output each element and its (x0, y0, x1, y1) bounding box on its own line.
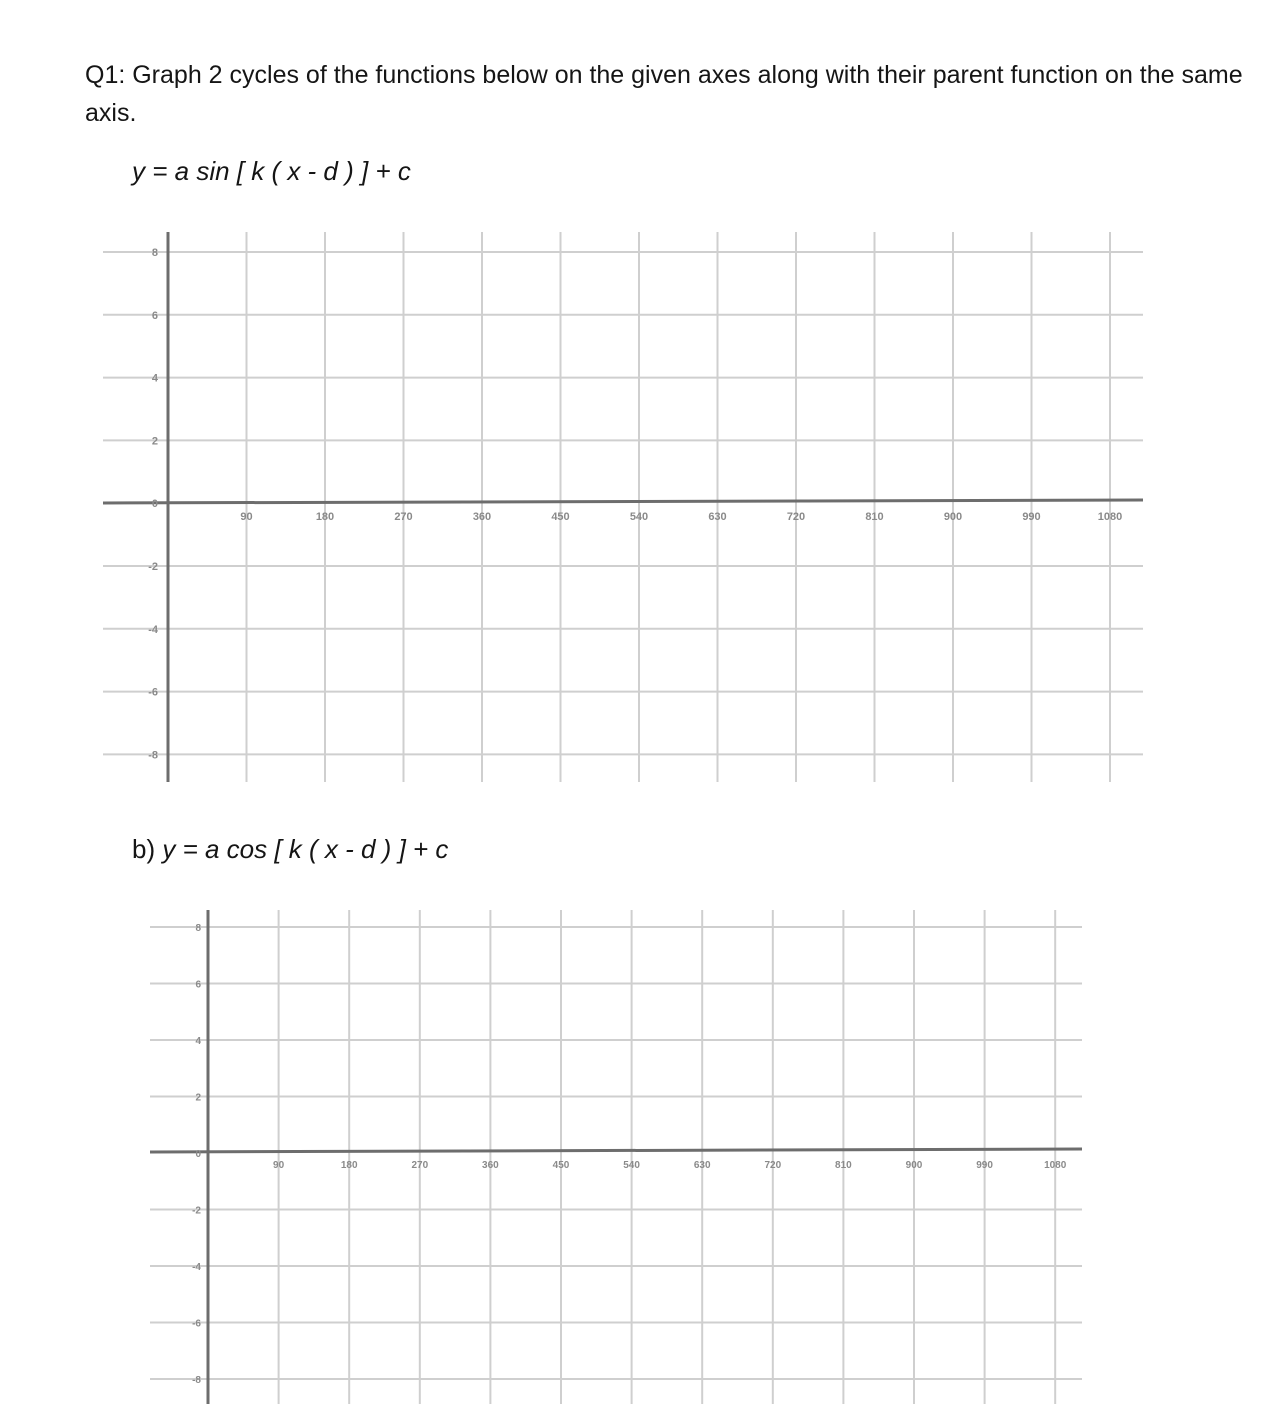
graph-a-x-tick-label: 450 (551, 511, 570, 523)
graph-b-y-tick-label: 2 (195, 1092, 201, 1104)
graph-a-x-tick-label: 990 (1022, 511, 1041, 523)
graph-a-y-tick-label: 4 (151, 372, 158, 385)
graph-b-x-tick-label: 540 (623, 1160, 640, 1171)
graph-b-x-tick-label: 810 (835, 1160, 852, 1171)
graph-b-y-tick-label: -2 (192, 1205, 201, 1217)
graph-b-x-tick-label: 270 (411, 1160, 429, 1171)
graph-a-x-tick-label: 270 (394, 511, 413, 523)
graph-a-y-tick-label: -6 (148, 686, 158, 699)
graph-b-x-axis (150, 1149, 1082, 1152)
graph-a-x-tick-label: 90 (240, 511, 253, 523)
graph-a-x-tick-label: 180 (315, 511, 335, 523)
graph-a-x-tick-label: 540 (629, 511, 649, 523)
graph-b-x-tick-label: 450 (552, 1160, 570, 1171)
graph-a-y-tick-label: 2 (151, 435, 158, 448)
graph-a-x-tick-label: 630 (708, 511, 727, 523)
graph-a-x-tick-label: 360 (472, 511, 492, 523)
formula-b-expression: y = a cos [ k ( x - d ) ] + c (162, 834, 449, 864)
question-text: Q1: Graph 2 cycles of the functions below on the given axes along with their parent function on the same axis. (85, 61, 1243, 127)
graph-a-x-tick-label: 810 (865, 511, 884, 523)
graph-b-x-tick-label: 180 (340, 1160, 358, 1171)
graph-b-x-tick-label: 630 (693, 1160, 711, 1171)
graph-b-y-tick-label: -6 (192, 1318, 201, 1330)
graph-a-y-tick-label: 8 (151, 247, 158, 259)
graph-a-y-tick-label: -8 (148, 749, 158, 762)
graph-b-y-tick-label: -4 (192, 1262, 201, 1273)
graph-b-y-tick-label: 0 (195, 1149, 201, 1160)
graph-a-y-tick-label: -4 (148, 623, 158, 636)
graph-b-x-tick-label: 360 (482, 1160, 499, 1171)
graph-b-x-tick-label: 990 (976, 1160, 993, 1171)
graph-b-x-tick-label: 90 (273, 1160, 285, 1171)
graph-b-y-tick-label: 6 (195, 979, 201, 991)
graph-b-x-tick-label: 900 (905, 1160, 923, 1171)
graph-a-y-tick-label: 6 (151, 309, 158, 322)
graph-b-y-tick-label: -8 (192, 1375, 201, 1386)
formula-b-prefix: b) (132, 834, 163, 864)
graph-a-x-tick-label: 720 (786, 511, 806, 523)
graph-a-x-tick-label: 1080 (1097, 511, 1123, 523)
graph-a-y-tick-label: 0 (151, 498, 158, 511)
graph-b-y-tick-label: 8 (195, 923, 201, 934)
graph-a-y-tick-label: -2 (148, 561, 158, 573)
graph-b-x-tick-label: 720 (764, 1160, 782, 1171)
formula-a-expression: y = a sin [ k ( x - d ) ] + c (132, 156, 411, 186)
graph-b-x-tick-label: 1080 (1044, 1160, 1067, 1171)
graph-a-x-tick-label: 900 (943, 511, 963, 523)
graph-b-y-tick-label: 4 (195, 1036, 201, 1047)
